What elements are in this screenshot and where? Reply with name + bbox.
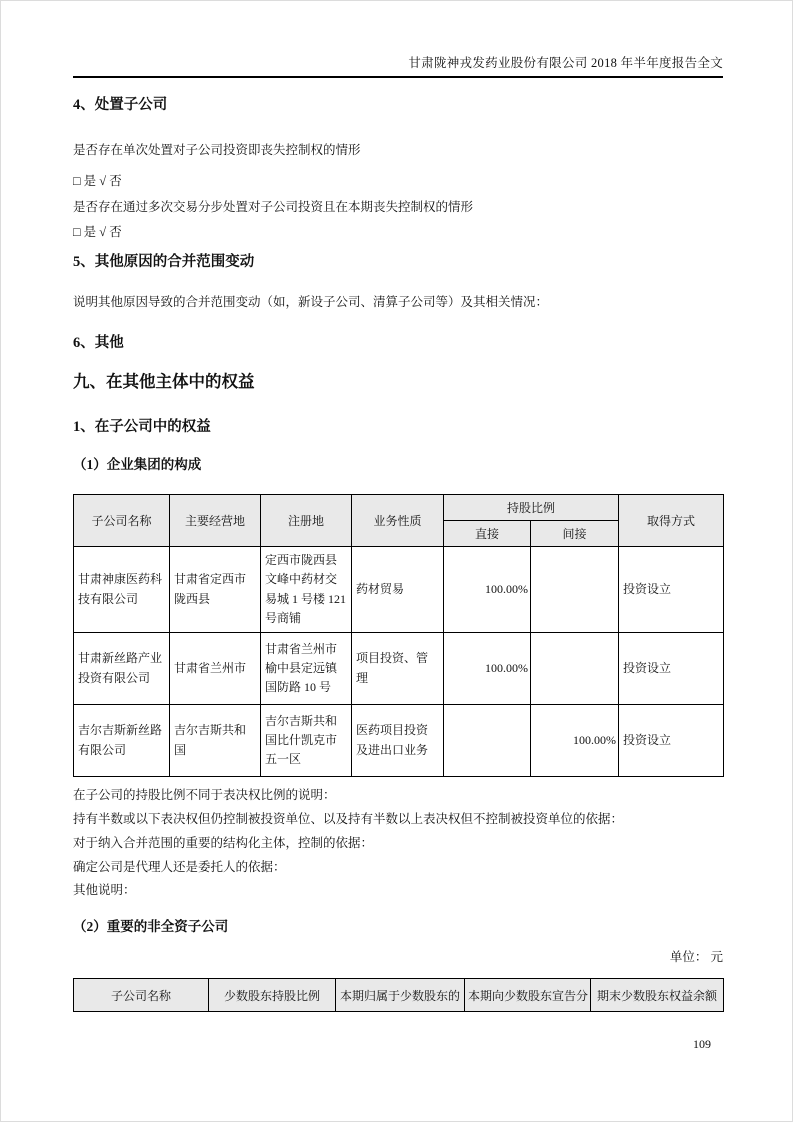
col-header-minority-ratio: 少数股东持股比例 — [209, 979, 336, 1012]
col-header-minority-equity-balance: 期末少数股东权益余额 — [591, 979, 724, 1012]
table-row — [74, 633, 724, 705]
heading-interests-in-other-entities: 九、在其他主体中的权益 — [73, 372, 255, 391]
cell-registered-place: 吉尔吉斯共和国比什凯克市五一区 — [261, 705, 352, 777]
col-header-indirect: 间接 — [531, 521, 619, 547]
col-header-registered-place: 注册地 — [261, 495, 352, 547]
cell-indirect-ratio — [531, 547, 619, 633]
heading-group-composition: （1）企业集团的构成 — [73, 457, 202, 472]
cell-main-place: 甘肃省兰州市 — [170, 633, 261, 705]
disposal-question-stepwise: 是否存在通过多次交易分步处置对子公司投资且在本期丧失控制权的情形 — [73, 200, 474, 214]
cell-direct-ratio: 100.00% — [444, 547, 531, 633]
heading-disposal-of-subsidiaries: 4、处置子公司 — [73, 97, 168, 113]
heading-interests-in-subsidiaries: 1、在子公司中的权益 — [73, 419, 211, 435]
cell-subsidiary-name: 吉尔吉斯新丝路有限公司 — [74, 705, 170, 777]
minority-interest-table — [73, 978, 724, 1012]
cell-main-place: 吉尔吉斯共和国 — [170, 705, 261, 777]
cell-registered-place: 定西市陇西县文峰中药材交易城 1 号楼 121 号商铺 — [261, 547, 352, 633]
cell-direct-ratio — [444, 705, 531, 777]
cell-acquisition-method: 投资设立 — [619, 633, 724, 705]
col-header-dividends-to-minority: 本期向少数股东宣告分 — [465, 979, 591, 1012]
cell-business-nature: 药材贸易 — [352, 547, 444, 633]
unit-label: 单位： 元 — [669, 950, 723, 964]
cell-acquisition-method: 投资设立 — [619, 547, 724, 633]
table-row — [74, 547, 724, 633]
col-header-main-place: 主要经营地 — [170, 495, 261, 547]
cell-indirect-ratio: 100.00% — [531, 705, 619, 777]
cell-business-nature: 项目投资、管理 — [352, 633, 444, 705]
report-header-title: 甘肃陇神戎发药业股份有限公司 2018 年半年度报告全文 — [408, 56, 723, 70]
heading-scope-change-other-reasons: 5、其他原因的合并范围变动 — [73, 254, 255, 270]
col-header-direct: 直接 — [444, 521, 531, 547]
note-agent-principal: 确定公司是代理人还是委托人的依据： — [73, 860, 286, 874]
cell-direct-ratio: 100.00% — [444, 633, 531, 705]
col-header-subsidiary-name: 子公司名称 — [74, 979, 209, 1012]
cell-main-place: 甘肃省定西市陇西县 — [170, 547, 261, 633]
table-row — [74, 705, 724, 777]
note-other: 其他说明： — [73, 883, 136, 897]
note-control-basis: 持有半数或以下表决权但仍控制被投资单位、以及持有半数以上表决权但不控制被投资单位的依据： — [73, 812, 624, 826]
disposal-answer-stepwise: □ 是 √ 否 — [73, 225, 122, 239]
cell-acquisition-method: 投资设立 — [619, 705, 724, 777]
col-header-subsidiary-name: 子公司名称 — [74, 495, 170, 547]
note-structured-entities: 对于纳入合并范围的重要的结构化主体，控制的依据： — [73, 836, 374, 850]
cell-business-nature: 医药项目投资及进出口业务 — [352, 705, 444, 777]
col-header-shareholding-ratio: 持股比例 — [444, 495, 619, 521]
heading-other: 6、其他 — [73, 335, 124, 351]
cell-registered-place: 甘肃省兰州市榆中县定远镇国防路 10 号 — [261, 633, 352, 705]
cell-subsidiary-name: 甘肃神康医药科技有限公司 — [74, 547, 170, 633]
col-header-profit-to-minority: 本期归属于少数股东的 — [336, 979, 465, 1012]
cell-indirect-ratio — [531, 633, 619, 705]
disposal-question-single: 是否存在单次处置对子公司投资即丧失控制权的情形 — [73, 143, 361, 157]
page-number: 109 — [693, 1037, 711, 1051]
cell-subsidiary-name: 甘肃新丝路产业投资有限公司 — [74, 633, 170, 705]
heading-non-wholly-owned-subsidiaries: （2）重要的非全资子公司 — [73, 919, 229, 934]
col-header-acquisition-method: 取得方式 — [619, 495, 724, 547]
header-divider — [73, 76, 723, 78]
disposal-answer-single: □ 是 √ 否 — [73, 174, 122, 188]
col-header-business-nature: 业务性质 — [352, 495, 444, 547]
note-voting-ratio: 在子公司的持股比例不同于表决权比例的说明： — [73, 788, 336, 802]
group-composition-table — [73, 494, 724, 777]
scope-change-description: 说明其他原因导致的合并范围变动（如，新设子公司、清算子公司等）及其相关情况： — [73, 295, 549, 309]
